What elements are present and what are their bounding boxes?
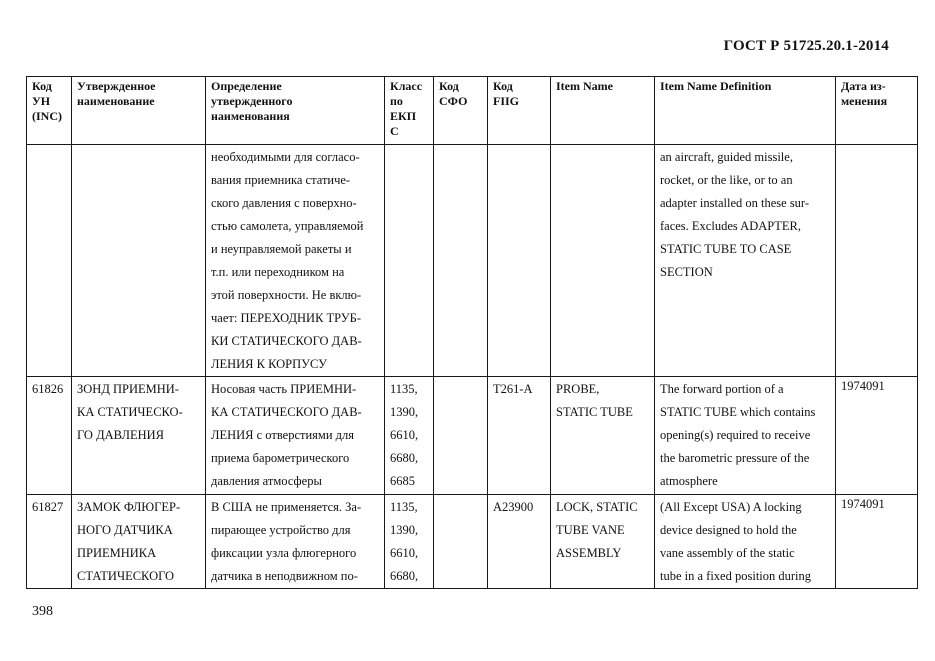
text-line: вания приемника статиче- <box>211 173 351 187</box>
text-line: Класс <box>390 79 423 93</box>
text-line: faces. Excludes ADAPTER, <box>660 219 801 233</box>
text-line: ЗОНД ПРИЕМНИ- <box>77 382 179 396</box>
cell-inc: 61826 <box>27 377 72 495</box>
text-line: стью самолета, управляемой <box>211 219 364 233</box>
col-header-item-name <box>551 77 655 145</box>
text-line: ЛЕНИЯ с отверстиями для <box>211 428 354 442</box>
cell-inc <box>27 145 72 377</box>
text-line: ASSEMBLY <box>556 546 622 560</box>
text-line: Код <box>439 79 459 93</box>
col-header-item-definition <box>655 77 836 145</box>
text-line: 6610, <box>390 546 419 560</box>
text-line: ского давления с поверхно- <box>211 196 357 210</box>
cell-sfo <box>434 495 488 589</box>
text-line: т.п. или переходником на <box>211 265 345 279</box>
col-header-sfo <box>434 77 488 145</box>
document-code: ГОСТ Р 51725.20.1-2014 <box>723 38 889 54</box>
text-line: tube in a fixed position during <box>660 569 812 583</box>
text-line: наименования <box>211 109 290 123</box>
text-line: Код <box>32 79 52 93</box>
col-header-fiig <box>488 77 551 145</box>
text-line: (All Except USA) A locking <box>660 500 802 514</box>
text-line: STATIC TUBE which contains <box>660 405 816 419</box>
col-header-name <box>72 77 206 145</box>
cell-item-name <box>551 377 655 495</box>
text-line: 1390, <box>390 523 419 537</box>
text-line: пирающее устройство для <box>211 523 351 537</box>
cell-ekps <box>385 495 434 589</box>
date-value: 1974091 <box>841 497 885 511</box>
text-line: ПРИЕМНИКА <box>77 546 157 560</box>
text-line: фиксации узла флюгерного <box>211 546 357 560</box>
text-line: чает: ПЕРЕХОДНИК ТРУБ- <box>211 311 361 325</box>
col-header-ekps <box>385 77 434 145</box>
text-line: ЛЕНИЯ К КОРПУСУ <box>211 357 327 371</box>
text-line: КА СТАТИЧЕСКО- <box>77 405 183 419</box>
text-line: LOCK, STATIC <box>556 500 638 514</box>
text-line: SECTION <box>660 265 713 279</box>
text-line: vane assembly of the static <box>660 546 795 560</box>
cell-name <box>72 495 206 589</box>
cell-item-definition <box>655 145 836 377</box>
header-row <box>27 77 918 145</box>
text-line: STATIC TUBE <box>556 405 633 419</box>
col-header-date <box>836 77 918 145</box>
text-line: Item Name Definition <box>660 79 772 93</box>
text-line: 6685 <box>390 474 415 488</box>
text-line: The forward portion of a <box>660 382 784 396</box>
cell-fiig: T261-A <box>488 377 551 495</box>
data-table <box>26 76 918 589</box>
cell-inc: 61827 <box>27 495 72 589</box>
text-line: 6680, <box>390 569 419 583</box>
text-line: 6680, <box>390 451 419 465</box>
text-line: В США не применяется. За- <box>211 500 362 514</box>
col-header-definition <box>206 77 385 145</box>
text-line: opening(s) required to receive <box>660 428 811 442</box>
text-line: 1135, <box>390 500 418 514</box>
text-line: (INC) <box>32 109 62 123</box>
text-line: УН <box>32 94 51 108</box>
text-line: КА СТАТИЧЕСКОГО ДАВ- <box>211 405 362 419</box>
text-line: этой поверхности. Не вклю- <box>211 288 362 302</box>
text-line: С <box>390 124 399 138</box>
text-line: по <box>390 94 403 108</box>
text-line: ЕКП <box>390 109 417 123</box>
text-line: НОГО ДАТЧИКА <box>77 523 173 537</box>
page-number: 398 <box>32 604 53 619</box>
cell-ekps <box>385 377 434 495</box>
text-line: необходимыми для согласо- <box>211 150 360 164</box>
text-line: STATIC TUBE TO CASE <box>660 242 792 256</box>
text-line: rocket, or the like, or to an <box>660 173 793 187</box>
cell-definition <box>206 145 385 377</box>
text-line: Определение <box>211 79 282 93</box>
cell-sfo <box>434 145 488 377</box>
cell-definition <box>206 495 385 589</box>
text-line: Код <box>493 79 513 93</box>
cell-definition <box>206 377 385 495</box>
cell-name <box>72 145 206 377</box>
text-line: adapter installed on these sur- <box>660 196 810 210</box>
cell-date <box>836 145 918 377</box>
text-line: Утвержденное <box>77 79 156 93</box>
text-line: device designed to hold the <box>660 523 797 537</box>
cell-date <box>836 495 918 589</box>
cell-sfo <box>434 377 488 495</box>
text-line: менения <box>841 94 888 108</box>
text-line: TUBE VANE <box>556 523 625 537</box>
text-line: КИ СТАТИЧЕСКОГО ДАВ- <box>211 334 362 348</box>
table-row <box>27 495 918 589</box>
table-row <box>27 377 918 495</box>
text-line: FIIG <box>493 94 520 108</box>
text-line: 1135, <box>390 382 418 396</box>
text-line: СФО <box>439 94 468 108</box>
text-line: Носовая часть ПРИЕМНИ- <box>211 382 357 396</box>
cell-fiig <box>488 145 551 377</box>
cell-name <box>72 377 206 495</box>
cell-item-definition <box>655 495 836 589</box>
cell-item-name <box>551 145 655 377</box>
text-line: датчика в неподвижном по- <box>211 569 358 583</box>
date-value: 1974091 <box>841 379 885 393</box>
text-line: 1390, <box>390 405 419 419</box>
text-line: Item Name <box>556 79 613 93</box>
col-header-inc <box>27 77 72 145</box>
table-row <box>27 145 918 377</box>
text-line: СТАТИЧЕСКОГО <box>77 569 175 583</box>
text-line: приема барометрического <box>211 451 350 465</box>
cell-ekps <box>385 145 434 377</box>
text-line: Дата из- <box>841 79 886 93</box>
cell-item-name <box>551 495 655 589</box>
text-line: the barometric pressure of the <box>660 451 810 465</box>
text-line: atmosphere <box>660 474 718 488</box>
text-line: ЗАМОК ФЛЮГЕР- <box>77 500 181 514</box>
text-line: утвержденного <box>211 94 293 108</box>
text-line: давления атмосферы <box>211 474 322 488</box>
cell-item-definition <box>655 377 836 495</box>
text-line: и неуправляемой ракеты и <box>211 242 352 256</box>
cell-date <box>836 377 918 495</box>
text-line: 6610, <box>390 428 419 442</box>
cell-fiig: A23900 <box>488 495 551 589</box>
text-line: ГО ДАВЛЕНИЯ <box>77 428 164 442</box>
text-line: PROBE, <box>556 382 600 396</box>
text-line: наименование <box>77 94 155 108</box>
text-line: an aircraft, guided missile, <box>660 150 793 164</box>
